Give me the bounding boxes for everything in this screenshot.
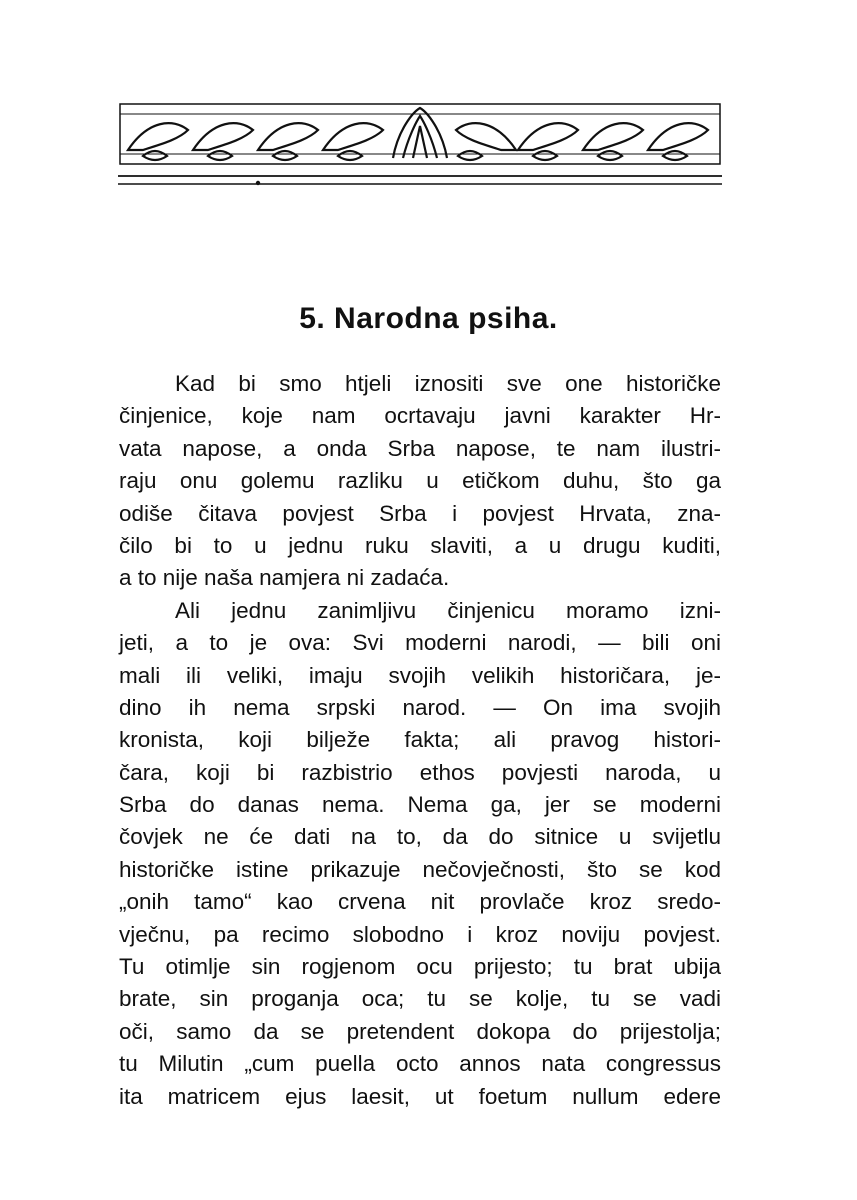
text-line: tu Milutin „cum puella octo annos nata congressus: [119, 1051, 721, 1077]
paragraph-2: [119, 595, 721, 1113]
text-line: čara, koji bi razbistrio ethos povjesti naroda, u: [119, 759, 721, 785]
text-line: jeti, a to je ova: Svi moderni narodi, — bili oni: [119, 630, 721, 656]
art-nouveau-headpiece-ornament: [118, 100, 722, 190]
text-line: vata napose, a onda Srba napose, te nam ilustri-: [119, 435, 721, 461]
paragraph-1: [119, 368, 721, 595]
text-line: činjenice, koje nam ocrtavaju javni karakter Hr-: [119, 403, 721, 429]
text-line: oči, samo da se pretendent dokopa do prijestolja;: [119, 1018, 721, 1044]
text-line: kronista, koji bilježe fakta; ali pravog histori-: [119, 727, 721, 753]
text-line: čovjek ne će dati na to, da do sitnice u svijetlu: [119, 824, 721, 850]
text-line: historičke istine prikazuje nečovječnosti, što se kod: [119, 856, 721, 882]
text-line: raju onu golemu razliku u etičkom duhu, što ga: [119, 468, 721, 494]
text-line: a to nije naša namjera ni zadaća.: [119, 565, 450, 591]
text-line: Ali jednu zanimljivu činjenicu moramo izni-: [175, 597, 721, 623]
text-line: ita matricem ejus laesit, ut foetum nullum edere: [119, 1083, 721, 1109]
text-line: Kad bi smo htjeli iznositi sve one historičke: [175, 371, 721, 396]
text-line: mali ili veliki, imaju svojih velikih historičara, je-: [119, 662, 721, 688]
text-line: brate, sin proganja oca; tu se kolje, tu se vadi: [119, 986, 721, 1012]
text-line: „onih tamo“ kao crvena nit provlače kroz sredo-: [119, 889, 721, 915]
text-line: Srba do danas nema. Nema ga, jer se moderni: [119, 792, 721, 818]
text-line: dino ih nema srpski narod. — On ima svojih: [119, 694, 721, 720]
text-line: čilo bi to u jednu ruku slaviti, a u drugu kuditi,: [119, 532, 721, 558]
body-text: [119, 368, 721, 1113]
chapter-heading: 5. Narodna psiha.: [299, 302, 558, 335]
text-line: odiše čitava povjest Srba i povjest Hrvata, zna-: [119, 500, 721, 526]
text-line: vječnu, pa recimo slobodno i kroz noviju povjest.: [119, 921, 721, 947]
text-line: Tu otimlje sin rogjenom ocu prijesto; tu brat ubija: [119, 954, 721, 980]
